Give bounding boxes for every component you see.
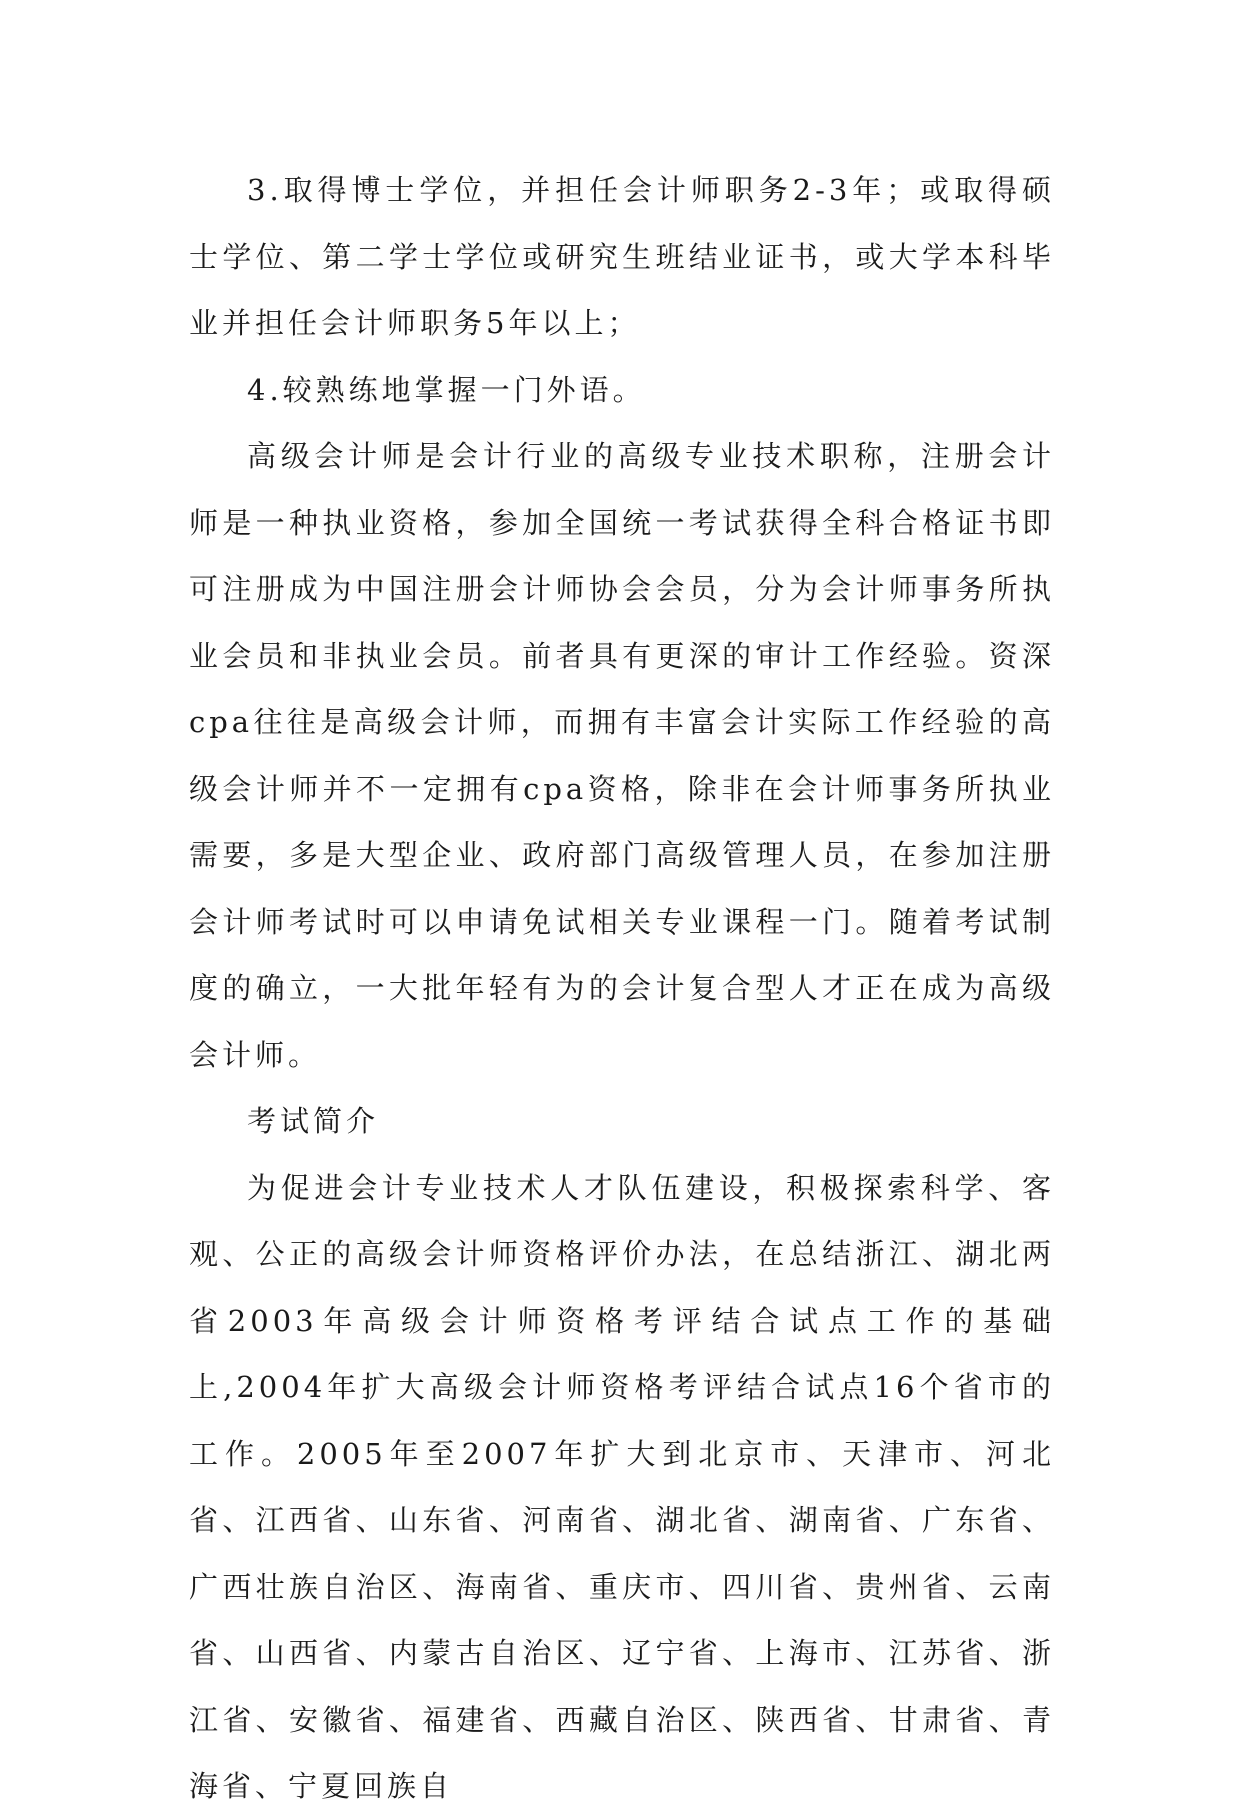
paragraph-requirement-3: 3.取得博士学位，并担任会计师职务2-3年；或取得硕士学位、第二学士学位或研究生班结业证书，或大学本科毕业并担任会计师职务5年以上； <box>189 173 1055 340</box>
section-heading-exam-intro: 考试简介 <box>247 1104 380 1138</box>
paragraph-exam-intro: 为促进会计专业技术人才队伍建设，积极探索科学、客观、公正的高级会计师资格评价办法，在总结浙江、湖北两省2003年高级会计师资格考评结合试点工作的基础上,2004年扩大高级会计师资格考评结合试点16个省市的工作。2005年至2007年扩大到北京市、天津市、河北省、江西省、山东省、河南省、湖北省、湖南省、广东省、广西壮族自治区、海南省、重庆市、四川省、贵州省、云南省、山西省、内蒙古自治区、辽宁省、上海市、江苏省、浙江省、安徽省、福建省、西藏自治区、陕西省、甘肃省、青海省、宁夏回族自 <box>189 1170 1055 1803</box>
paragraph-senior-accountant-intro: 高级会计师是会计行业的高级专业技术职称，注册会计师是一种执业资格，参加全国统一考试获得全科合格证书即可注册成为中国注册会计师协会会员，分为会计师事务所执业会员和非执业会员。前者具有更深的审计工作经验。资深cpa往往是高级会计师，而拥有丰富会计实际工作经验的高级会计师并不一定拥有cpa资格，除非在会计师事务所执业需要，多是大型企业、政府部门高级管理人员，在参加注册会计师考试时可以申请免试相关专业课程一门。随着考试制度的确立，一大批年轻有为的会计复合型人才正在成为高级会计师。 <box>189 439 1055 1072</box>
document-body <box>189 157 1055 1820</box>
paragraph-requirement-4: 4.较熟练地掌握一门外语。 <box>247 372 646 407</box>
